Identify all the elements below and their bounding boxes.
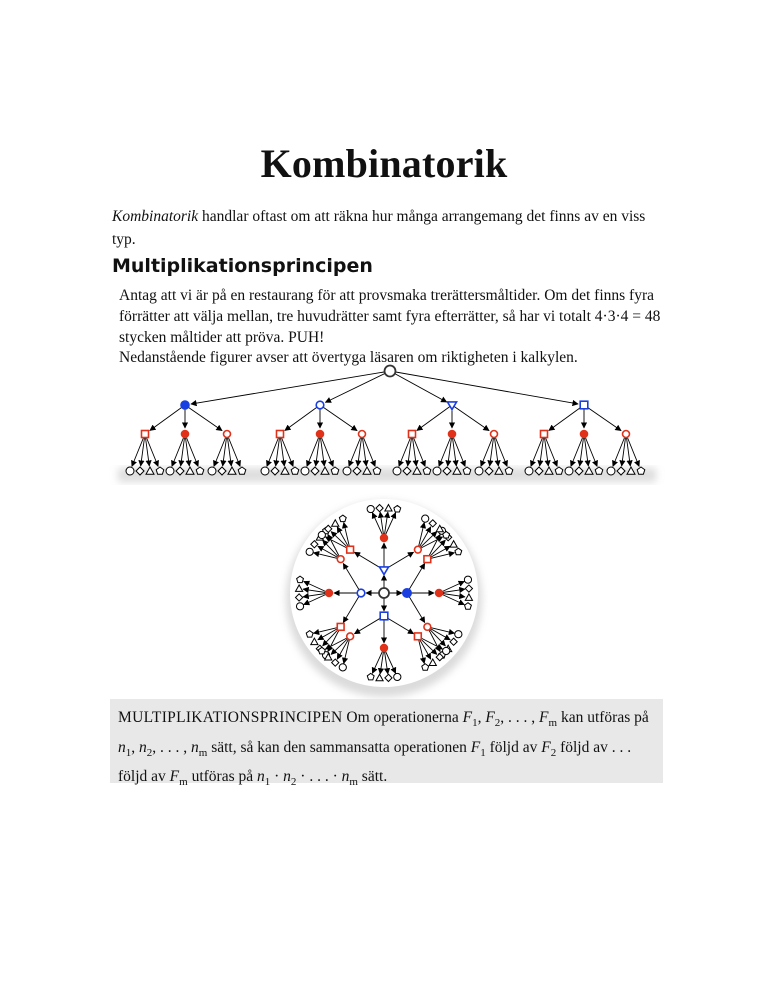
main-node [581, 431, 588, 438]
dessert-node [393, 467, 401, 475]
dessert-node [475, 467, 483, 475]
dessert-node [464, 576, 471, 583]
starter-node [380, 612, 388, 620]
main-node [424, 556, 431, 563]
paragraph-figures: Nedanstående figurer avser att övertyga läsaren om riktigheten i kalkylen. [119, 349, 578, 366]
radial-tree [286, 499, 482, 697]
main-node [436, 590, 443, 597]
dessert-node [394, 673, 401, 680]
main-node [337, 623, 344, 630]
section-heading: Multiplikationsprincipen [112, 255, 373, 277]
main-node [182, 431, 189, 438]
tree-edge [191, 371, 390, 404]
main-node [381, 645, 388, 652]
dessert-node [367, 505, 374, 512]
starter-node [447, 402, 456, 410]
main-node [359, 431, 366, 438]
dessert-node [343, 467, 351, 475]
tree-edge [150, 405, 185, 430]
main-node [277, 431, 284, 438]
main-node [347, 633, 354, 640]
paragraph-restaurant: Antag att vi är på en restaurang för att provsmaka trerättersmåltider. Om det finns fyra förrätter att välja mellan, tre huvudrätter samt fyra efterrätter, så har vi totalt 4·3·4 = 48 stycken måltider att pröva. PUH! [119, 287, 661, 346]
main-node [337, 556, 344, 563]
dessert-node [261, 467, 269, 475]
starter-node [181, 401, 189, 409]
intro-text: handlar oftast om att räkna hur många arrangemang det finns av en viss typ. [112, 208, 646, 248]
starter-node [316, 401, 324, 409]
main-node [224, 431, 231, 438]
main-node [347, 546, 354, 553]
tree-edge [452, 405, 489, 431]
horizontal-tree [118, 366, 656, 483]
op-fm: $F_m$ [539, 709, 558, 730]
main-node [317, 431, 324, 438]
tree-edge [390, 371, 578, 404]
root-node [385, 366, 396, 377]
tree-edge [417, 405, 452, 430]
dessert-node [455, 631, 462, 638]
dessert-node [339, 664, 346, 671]
main-node [541, 431, 548, 438]
starter-node [580, 401, 588, 409]
tree-edge [285, 405, 320, 430]
principle-text: MULTIPLIKATIONSPRINCIPEN Om operationerna $F_1$, $F_2$, . . . , $F_m$ kan utföras på $n_1$, $n_2$, . . . , $n_m$ sätt, så kan den sammansatta operationen $F_1$ följd av $F_2$ följd av . . . följd av $F_m$ utföras på $n_1 \cdot n_2$ · . . . · $n_m$ sätt. [118, 709, 649, 789]
dessert-node [306, 548, 313, 555]
tree-edge [584, 405, 621, 431]
dessert-node [296, 603, 303, 610]
starter-node [357, 589, 365, 597]
dessert-node [301, 467, 309, 475]
main-node [409, 431, 416, 438]
principle-label: MULTIPLIKATIONSPRINCIPEN [118, 709, 343, 726]
dessert-node [126, 467, 134, 475]
tree-edge [325, 371, 390, 402]
dessert-node [166, 467, 174, 475]
dessert-node [607, 467, 615, 475]
dessert-node [525, 467, 533, 475]
dessert-node [565, 467, 573, 475]
main-node [424, 623, 431, 630]
op-f2: $F_2$ [485, 709, 501, 730]
tree-edge [549, 405, 584, 430]
main-node [414, 546, 421, 553]
dessert-node [433, 467, 441, 475]
root-node [379, 588, 389, 598]
dessert-node [422, 515, 429, 522]
dessert-node [443, 647, 450, 654]
dessert-node [208, 467, 216, 475]
principle-box [110, 699, 663, 789]
main-node [381, 535, 388, 542]
tree-edge [185, 405, 222, 431]
page-title: Kombinatorik [260, 141, 508, 186]
main-node [142, 431, 149, 438]
dessert-node [318, 531, 325, 538]
op-f1: $F_1$ [462, 709, 478, 730]
starter-node [403, 589, 411, 597]
main-node [326, 590, 333, 597]
main-node [491, 431, 498, 438]
main-node [449, 431, 456, 438]
main-node [414, 633, 421, 640]
tree-edge [320, 405, 357, 431]
main-node [623, 431, 630, 438]
intro-term: Kombinatorik [112, 208, 199, 225]
